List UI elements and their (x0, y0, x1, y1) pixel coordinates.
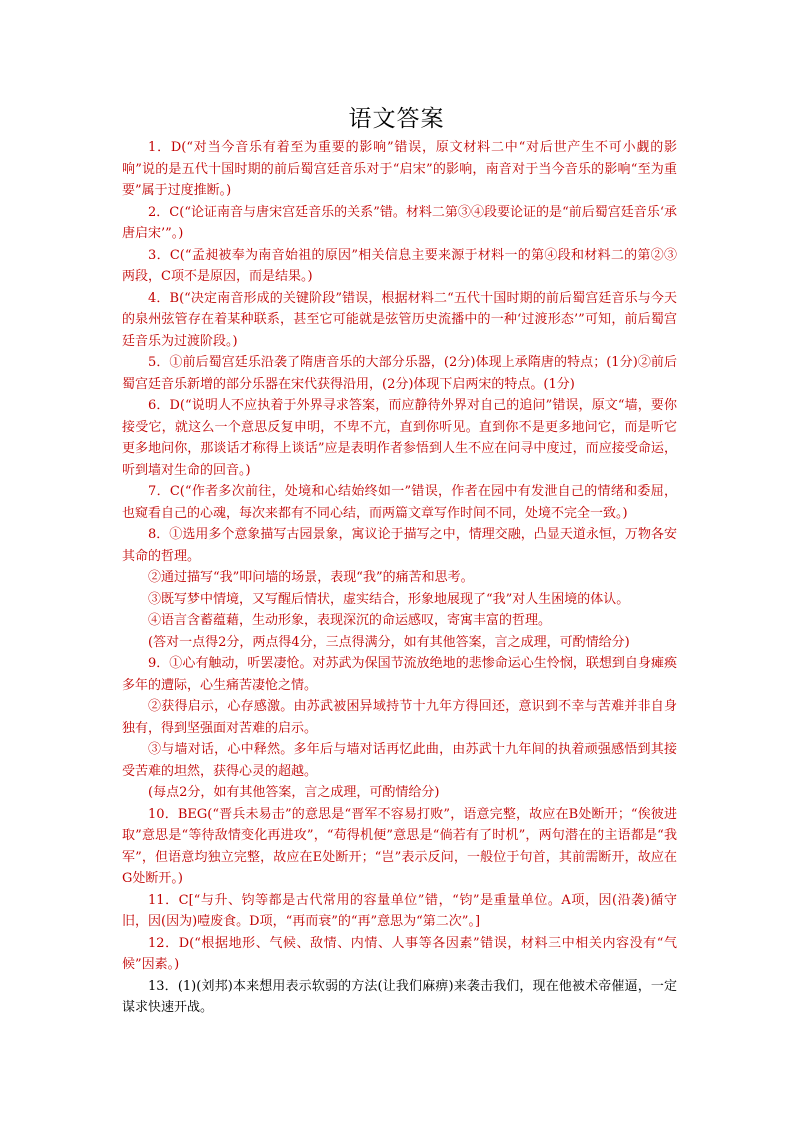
answer-9-scoring-note: (每点2分，如有其他答案，言之成理，可酌情给分) (148, 785, 440, 800)
page-title: 语文答案 (348, 106, 445, 132)
answer-9-point-2: ②获得启示，心存感激。由苏武被困异域持节十九年方得回还，意识到不幸与苦难并非自身独有，得到坚强面对苦难的启示。 (122, 699, 677, 736)
answer-5: 5．①前后蜀宫廷乐沿袭了隋唐音乐的大部分乐器，(2分)体现上承隋唐的特点；(1分)②前后蜀宫廷音乐新增的部分乐器在宋代获得沿用，(2分)体现下启两宋的特点。(1分) (122, 355, 677, 392)
answer-1: 1．D(“对当今音乐有着至为重要的影响”错误，原文材料二中“对后世产生不可小觑的影响”说的是五代十国时期的前后蜀宫廷音乐对于“启宋”的影响，南音对于当今音乐的影响“至为重要”属于过度推断。) (122, 140, 677, 198)
answer-9-point-3: ③与墙对话，心中释然。多年后与墙对话再忆此曲，由苏武十九年间的执着顽强感悟到其接受苦难的坦然，获得心灵的超越。 (122, 742, 677, 779)
answer-11: 11．C[“与升、钧等都是古代常用的容量单位”错，“钧”是重量单位。A项，因(沿袭)循守旧，因(因为)噎废食。D项，“再而衰”的“再”意思为“第二次”。] (122, 892, 677, 929)
answer-8-point-4: ④语言含蓄蕴藉，生动形象，表现深沉的命运感叹，寄寓丰富的哲理。 (148, 613, 552, 628)
answer-3: 3．C(“孟昶被奉为南音始祖的原因”相关信息主要来源于材料一的第④段和材料二的第②③两段，C项不是原因，而是结果。) (122, 247, 677, 284)
answer-12: 12．D(“根据地形、气候、敌情、内情、人事等各因素”错误，材料三中相关内容没有“气候”因素。) (122, 935, 677, 972)
answer-10: 10．BEG(“晋兵未易击”的意思是“晋军不容易打败”，语意完整，故应在B处断开；“俟彼进取”意思是“等待敌情变化再进攻”，“苟得机便”意思是“倘若有了时机”，两句潜在的主语都是“我军”，但语意均独立完整，故应在E处断开；“岂”表示反问，一般位于句首，其前需断开，故应在G处断开。) (122, 806, 677, 886)
answer-13: 13．(1)(刘邦)本来想用表示软弱的方法(让我们麻痹)来袭击我们，现在他被术帝催逼，一定谋求快速开战。 (122, 978, 677, 1015)
answer-8-point-2: ②通过描写“我”叩问墙的场景，表现“我”的痛苦和思考。 (148, 570, 474, 585)
answer-6: 6．D(“说明人不应执着于外界寻求答案，而应静待外界对自己的追问”错误，原文“墙，要你接受它，就这么一个意思反复申明，不卑不亢，直到你听见。直到你不是更多地问它，而是听它更多地问你，那谈话才称得上谈话”应是表明作者参悟到人生不应在问寻中度过，而应接受命运，听到墙对生命的回音。) (122, 398, 677, 478)
answer-8-scoring-note: (答对一点得2分，两点得4分，三点得满分，如有其他答案，言之成理，可酌情给分) (148, 634, 630, 650)
answer-2: 2．C(“论证南音与唐宋宫廷音乐的关系”错。材料二第③④段要论证的是“前后蜀宫廷音乐‘承唐启宋’”。) (122, 204, 677, 241)
answer-9-point-1: 9．①心有触动，听罢凄怆。对苏武为保国节流放绝地的悲惨命运心生怜悯，联想到自身瘫痪多年的遭际，心生痛苦凄怆之情。 (122, 656, 677, 693)
answer-4: 4．B(“决定南音形成的关键阶段”错误，根据材料二“五代十国时期的前后蜀宫廷音乐与今天的泉州弦管存在着某种联系，甚至它可能就是弦管历史流播中的一种‘过渡形态’”可知，前后蜀宫廷音乐为过渡阶段。) (122, 290, 677, 349)
answer-list (122, 137, 677, 1019)
answer-8-point-1: 8．①选用多个意象描写古园景象，寓议论于描写之中，情理交融，凸显天道永恒，万物各安其命的哲理。 (122, 527, 677, 564)
answer-7: 7．C(“作者多次前往，处境和心结始终如一”错误，作者在园中有发泄自己的情绪和委屈，也窥看自己的心魂，每次来都有不同心结，而两篇文章写作时间不同，处境不完全一致。) (122, 484, 677, 521)
answer-8-point-3: ③既写梦中情境，又写醒后情状，虚实结合，形象地展现了“我”对人生困境的体认。 (148, 591, 630, 607)
